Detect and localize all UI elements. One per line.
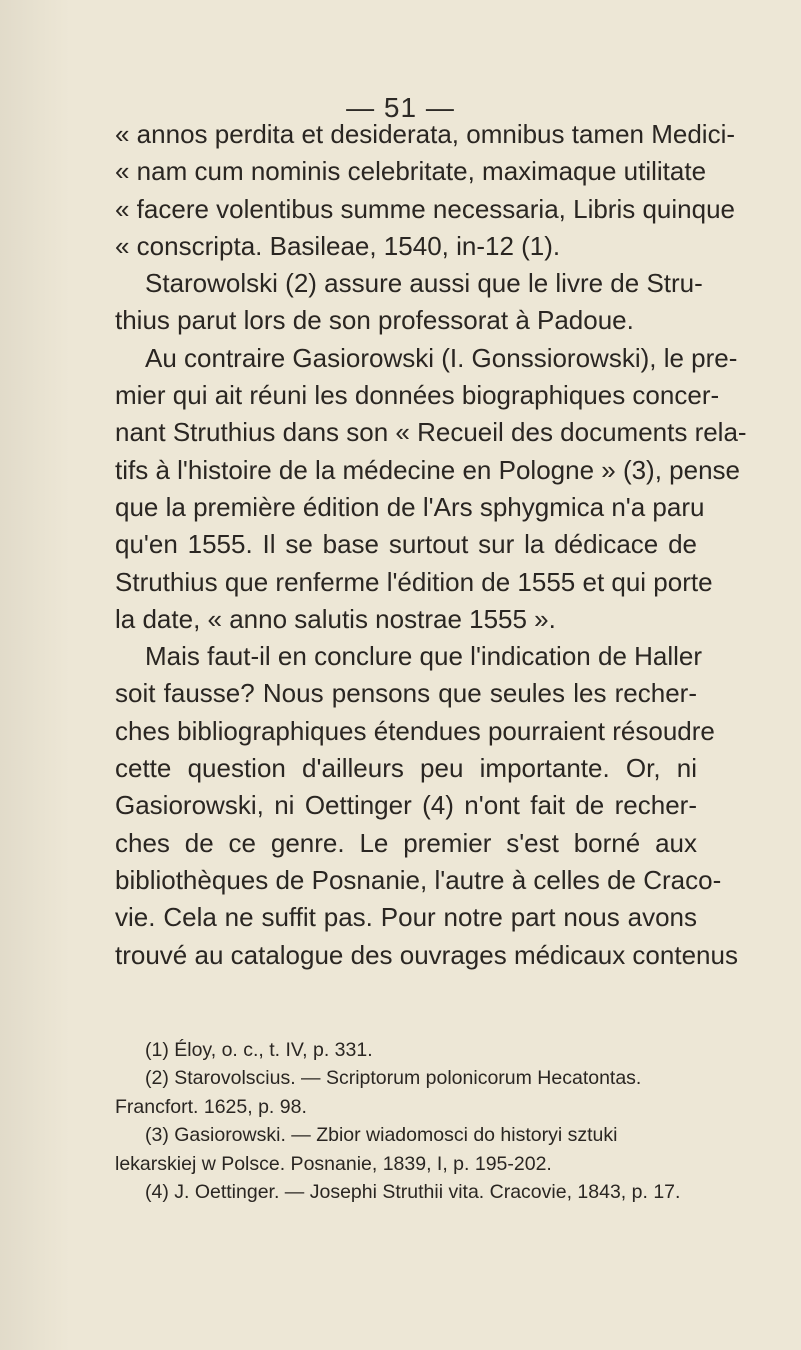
- text-line: Mais faut-il en conclure que l'indication de Haller: [145, 641, 703, 672]
- text-line: trouvé au catalogue des ouvrages médicaux contenus: [115, 939, 738, 970]
- page-number: — 51 —: [346, 92, 455, 123]
- text-line: « facere volentibus summe necessaria, Libris quinque: [115, 193, 736, 224]
- text-line: Starowolski (2) assure aussi que le livre de Stru-: [145, 268, 703, 299]
- text-line: qu'en 1555. Il se base surtout sur la dédicace de: [115, 529, 697, 560]
- text-line: ches de ce genre. Le premier s'est borné aux: [115, 827, 697, 858]
- footnote: (4) J. Oettinger. — Josephi Struthii vita. Cracovie, 1843, p. 17.: [145, 1181, 681, 1204]
- text-line: vie. Cela ne suffit pas. Pour notre part nous avons: [115, 902, 697, 933]
- text-line: ches bibliographiques étendues pourraient résoudre: [115, 715, 715, 746]
- text-line: mier qui ait réuni les données biographiques concer-: [115, 380, 720, 411]
- text-line: que la première édition de l'Ars sphygmica n'a paru: [115, 491, 705, 522]
- footnotes: [115, 1036, 697, 1206]
- text-line: « annos perdita et desiderata, omnibus tamen Medici-: [115, 119, 736, 149]
- text-line: thius parut lors de son professorat à Padoue.: [115, 305, 634, 336]
- text-line: soit fausse? Nous pensons que seules les recher-: [115, 678, 697, 709]
- text-line: « nam cum nominis celebritate, maximaque utilitate: [115, 156, 707, 187]
- text-line: Struthius que renferme l'édition de 1555 et qui porte: [115, 566, 713, 597]
- footnote: (3) Gasiorowski. — Zbior wiadomosci do historyi sztuki: [145, 1124, 618, 1147]
- footnote-continuation: Francfort. 1625, p. 98.: [115, 1095, 307, 1118]
- text-line: tifs à l'histoire de la médecine en Pologne » (3), pense: [115, 454, 741, 485]
- footnote: (1) Éloy, o. c., t. IV, p. 331.: [145, 1039, 373, 1061]
- main-text: [115, 116, 747, 974]
- footnote-continuation: lekarskiej w Polsce. Posnanie, 1839, I, p. 195-202.: [115, 1152, 552, 1175]
- text-line: Gasiorowski, ni Oettinger (4) n'ont fait de recher-: [115, 790, 697, 821]
- text-line: Au contraire Gasiorowski (I. Gonssiorowski), le pre-: [145, 342, 738, 373]
- text-line: « conscripta. Basileae, 1540, in-12 (1).: [115, 230, 561, 261]
- text-line: bibliothèques de Posnanie, l'autre à celles de Craco-: [115, 864, 722, 895]
- text-line: nant Struthius dans son « Recueil des documents rela-: [115, 417, 747, 448]
- footnote: (2) Starovolscius. — Scriptorum polonicorum Hecatontas.: [145, 1067, 642, 1090]
- text-line: la date, « anno salutis nostrae 1555 ».: [115, 603, 556, 634]
- text-line: cette question d'ailleurs peu importante. Or, ni: [115, 753, 697, 784]
